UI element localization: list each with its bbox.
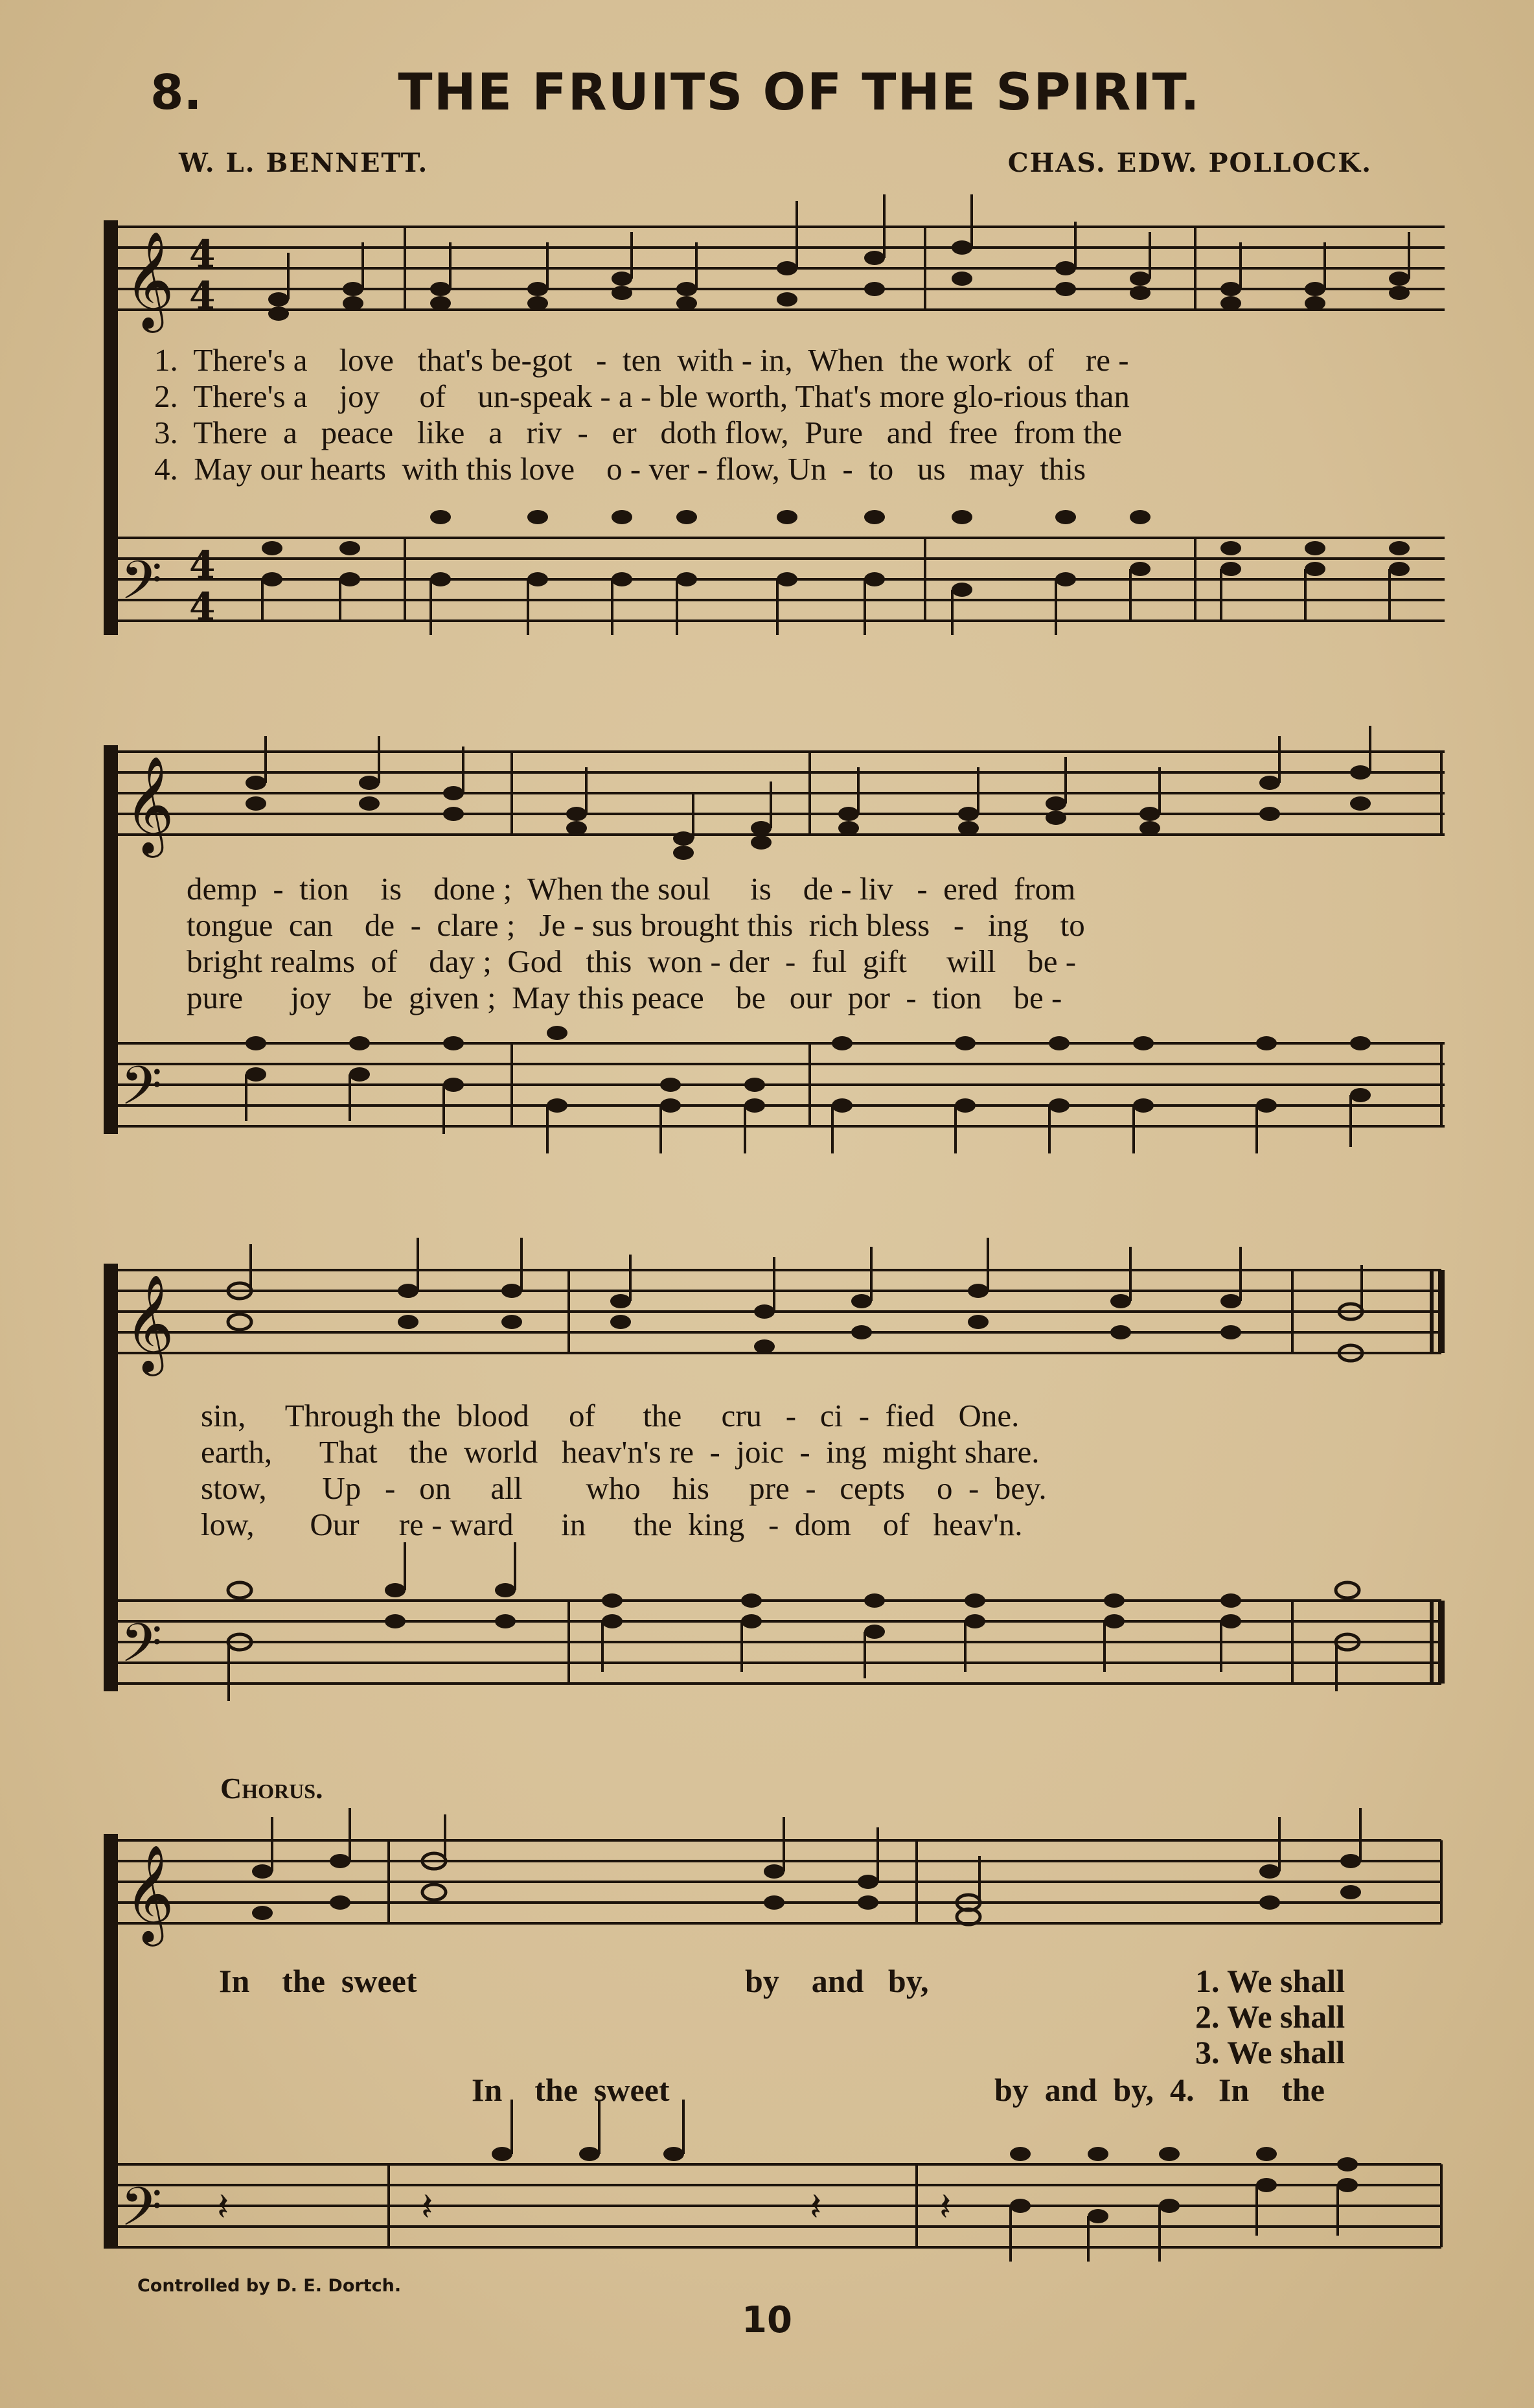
chorus-verse-cue-1: 1. We shall [1195, 1963, 1345, 1999]
chorus-upper-text-2: by and by, [745, 1963, 929, 1999]
rest-icon: 𝄽 [810, 2184, 822, 2230]
bass-clef-icon: 𝄢 [120, 1054, 163, 1130]
lyric-verse-2: 2. There's a joy of un-speak - a - ble worth, That's more glo-rious than [154, 378, 1130, 414]
page-number: 10 [742, 2299, 792, 2341]
lyric-verse-1: demp - tion is done ; When the soul is de - liv - ered from [187, 871, 1076, 907]
hymn-number: 8. [150, 65, 202, 121]
bass-clef-icon: 𝄢 [120, 1612, 163, 1687]
lyrics-system-3 [201, 1398, 1490, 1543]
lyric-verse-2: tongue can de - clare ; Je - sus brought this rich bless - ing to [187, 907, 1085, 943]
treble-staff [118, 1840, 1441, 1923]
time-signature-top: 4 [189, 232, 216, 276]
bass-staff [118, 1043, 1445, 1126]
treble-clef-icon: 𝄞 [124, 1844, 174, 1942]
lyric-verse-1: sin, Through the blood of the cru - ci - fied One. [201, 1398, 1020, 1433]
system-brace [104, 1264, 118, 1691]
lyric-verse-3: 3. There a peace like a riv - er doth flow, Pure and free from the [154, 415, 1122, 450]
treble-clef-icon: 𝄞 [124, 755, 174, 853]
treble-clef-icon: 𝄞 [124, 230, 174, 329]
lyricist-credit: W. L. BENNETT. [179, 148, 429, 178]
treble-staff [118, 1270, 1441, 1353]
lyric-verse-1: 1. There's a love that's be-got - ten with - in, When the work of re - [154, 342, 1129, 378]
hymn-title [0, 64, 1534, 122]
rest-icon: 𝄽 [939, 2184, 952, 2230]
chorus-verse-cue-2: 2. We shall [1195, 1998, 1345, 2035]
chorus-verse-cue-3: 3. We shall [1195, 2034, 1345, 2070]
treble-clef-icon: 𝄞 [124, 1273, 174, 1372]
treble-staff [118, 752, 1445, 835]
bass-staff [118, 1601, 1441, 1684]
lyric-verse-4: 4. May our hearts with this love o - ver - flow, Un - to us may this [154, 451, 1086, 487]
chorus-lower-text: In the sweet [472, 2072, 670, 2108]
system-brace [104, 220, 118, 635]
lyric-verse-2: earth, That the world heav'n's re - joic - ing might share. [201, 1434, 1040, 1470]
system-brace [104, 1834, 118, 2249]
rest-icon: 𝄽 [217, 2184, 229, 2230]
lyrics-system-1 [154, 342, 1443, 487]
lyric-verse-4: pure joy be given ; May this peace be our por - tion be - [187, 980, 1062, 1015]
hymn-title-text: THE FRUITS OF THE SPIRIT. [398, 64, 1201, 122]
composer-credit: CHAS. EDW. POLLOCK. [1007, 148, 1372, 178]
lyric-verse-3: bright realms of day ; God this won - der - ful gift will be - [187, 944, 1077, 979]
lyrics-system-2 [187, 871, 1476, 1016]
rest-icon: 𝄽 [421, 2184, 433, 2230]
time-signature-bottom: 4 [189, 273, 216, 318]
bass-clef-icon: 𝄢 [120, 549, 163, 625]
chorus-label: Chorus. [220, 1772, 323, 1805]
time-signature-top-bass: 4 [189, 543, 216, 587]
chorus-upper-text: In the sweet [219, 1963, 417, 1999]
time-signature-bottom-bass: 4 [189, 585, 216, 629]
bass-staff [118, 2164, 1441, 2247]
chorus-lower-text-2: by and by, 4. In the [994, 2072, 1325, 2108]
copyright-notice: Controlled by D. E. Dortch. [137, 2276, 402, 2296]
system-brace [104, 745, 118, 1134]
bass-clef-icon: 𝄢 [120, 2175, 163, 2251]
lyric-verse-3: stow, Up - on all who his pre - cepts o - bey. [201, 1470, 1047, 1506]
lyric-verse-4: low, Our re - ward in the king - dom of heav'n. [201, 1507, 1023, 1542]
